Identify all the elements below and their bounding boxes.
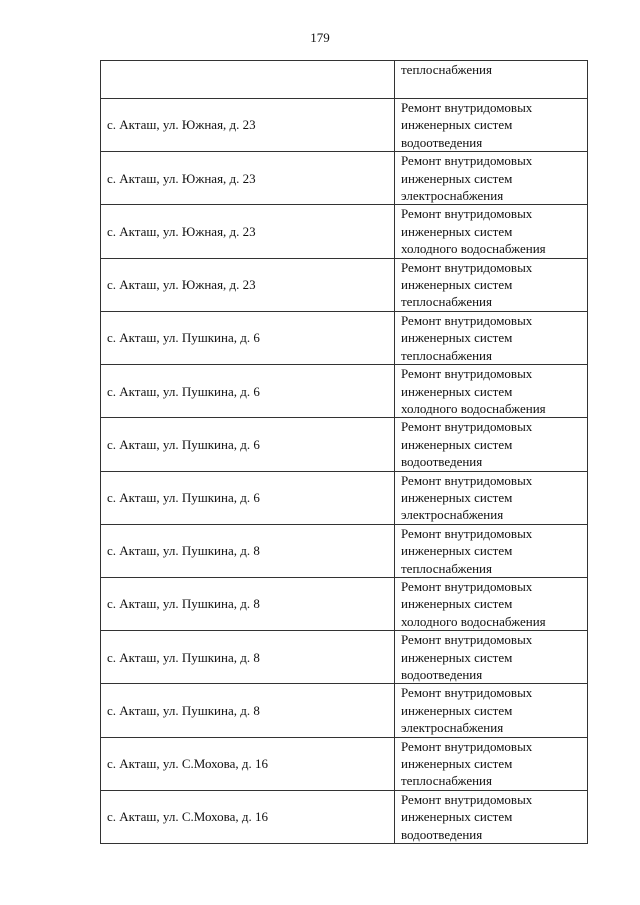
work-type-line: Ремонт внутридомовых [401, 472, 533, 488]
address-cell [101, 61, 395, 99]
work-type-line: Ремонт внутридомовых [401, 525, 533, 541]
work-type-cell [395, 258, 588, 311]
work-type-line: электроснабжения [401, 720, 504, 736]
work-type-line: водоотведения [401, 454, 483, 470]
work-type-cell [395, 311, 588, 364]
table-row [101, 471, 588, 524]
work-type-line: водоотведения [401, 826, 483, 842]
work-type-line: Ремонт внутридомовых [401, 259, 533, 275]
work-type-line: инженерных систем [401, 489, 513, 505]
table-row [101, 737, 588, 790]
work-type-line: Ремонт внутридомовых [401, 685, 533, 701]
work-type-line: Ремонт внутридомовых [401, 100, 533, 115]
work-type-cell [395, 471, 588, 524]
work-type-line: Ремонт внутридомовых [401, 632, 533, 648]
address-cell: с. Акташ, ул. Пушкина, д. 6 [101, 365, 395, 418]
work-type-line: теплоснабжения [401, 347, 492, 363]
work-type-cell [395, 205, 588, 258]
works-table [100, 60, 588, 844]
work-type-cell [395, 418, 588, 471]
work-type-cell [395, 737, 588, 790]
work-type-line: холодного водоснабжения [401, 613, 546, 629]
work-type-cell [395, 524, 588, 577]
address-cell: с. Акташ, ул. Пушкина, д. 8 [101, 631, 395, 684]
table-row [101, 258, 588, 311]
address-cell: с. Акташ, ул. Пушкина, д. 6 [101, 471, 395, 524]
work-type-cell [395, 790, 588, 843]
work-type-cell [395, 631, 588, 684]
work-type-line: инженерных систем [401, 809, 513, 825]
work-type-line: электроснабжения [401, 507, 504, 523]
address-cell: с. Акташ, ул. Пушкина, д. 8 [101, 577, 395, 630]
work-type-line: инженерных систем [401, 596, 513, 612]
work-type-line: холодного водоснабжения [401, 400, 546, 416]
table-row [101, 631, 588, 684]
address-cell: с. Акташ, ул. Южная, д. 23 [101, 152, 395, 205]
table-row [101, 205, 588, 258]
address-cell: с. Акташ, ул. Пушкина, д. 6 [101, 418, 395, 471]
address-cell: с. Акташ, ул. Южная, д. 23 [101, 99, 395, 152]
work-type-line: Ремонт внутридомовых [401, 578, 533, 594]
work-type-line: инженерных систем [401, 543, 513, 559]
table-row [101, 311, 588, 364]
work-type-line: водоотведения [401, 134, 483, 150]
work-type-line: инженерных систем [401, 383, 513, 399]
table-row [101, 99, 588, 152]
page-number: 179 [310, 30, 330, 45]
works-table-body [101, 61, 588, 844]
work-type-line: инженерных систем [401, 277, 513, 293]
work-type-line: инженерных систем [401, 436, 513, 452]
work-type-line: инженерных систем [401, 170, 513, 186]
work-type-cell [395, 99, 588, 152]
work-type-line: холодного водоснабжения [401, 241, 546, 257]
work-type-cell [395, 152, 588, 205]
work-type-line: Ремонт внутридомовых [401, 312, 533, 328]
table-row [101, 152, 588, 205]
work-type-line: Ремонт внутридомовых [401, 366, 533, 382]
table-row [101, 418, 588, 471]
work-type-line: теплоснабжения [401, 560, 492, 576]
work-type-line: инженерных систем [401, 756, 513, 772]
address-cell: с. Акташ, ул. Пушкина, д. 8 [101, 524, 395, 577]
work-type-line: Ремонт внутридомовых [401, 738, 533, 754]
table-row [101, 365, 588, 418]
work-type-line: Ремонт внутридомовых [401, 791, 533, 807]
work-type-cell [395, 684, 588, 737]
address-cell: с. Акташ, ул. Пушкина, д. 8 [101, 684, 395, 737]
work-type-line: теплоснабжения [401, 62, 492, 77]
work-type-line: Ремонт внутридомовых [401, 206, 533, 222]
work-type-line: инженерных систем [401, 117, 513, 133]
work-type-line: инженерных систем [401, 702, 513, 718]
work-type-cell [395, 577, 588, 630]
work-type-line: Ремонт внутридомовых [401, 153, 533, 169]
table-row [101, 790, 588, 843]
address-cell: с. Акташ, ул. Южная, д. 23 [101, 205, 395, 258]
table-row [101, 524, 588, 577]
address-cell: с. Акташ, ул. Южная, д. 23 [101, 258, 395, 311]
work-type-line: инженерных систем [401, 649, 513, 665]
work-type-line: водоотведения [401, 667, 483, 682]
address-cell: с. Акташ, ул. С.Мохова, д. 16 [101, 737, 395, 790]
work-type-line: инженерных систем [401, 223, 513, 239]
work-type-line: теплоснабжения [401, 294, 492, 310]
work-type-cell [395, 61, 588, 99]
table-row [101, 61, 588, 99]
work-type-line: инженерных систем [401, 330, 513, 346]
address-cell: с. Акташ, ул. Пушкина, д. 6 [101, 311, 395, 364]
work-type-line: теплоснабжения [401, 773, 492, 789]
table-row [101, 684, 588, 737]
address-cell: с. Акташ, ул. С.Мохова, д. 16 [101, 790, 395, 843]
table-row [101, 577, 588, 630]
work-type-cell [395, 365, 588, 418]
work-type-line: электроснабжения [401, 188, 504, 204]
work-type-line: Ремонт внутридомовых [401, 419, 533, 435]
